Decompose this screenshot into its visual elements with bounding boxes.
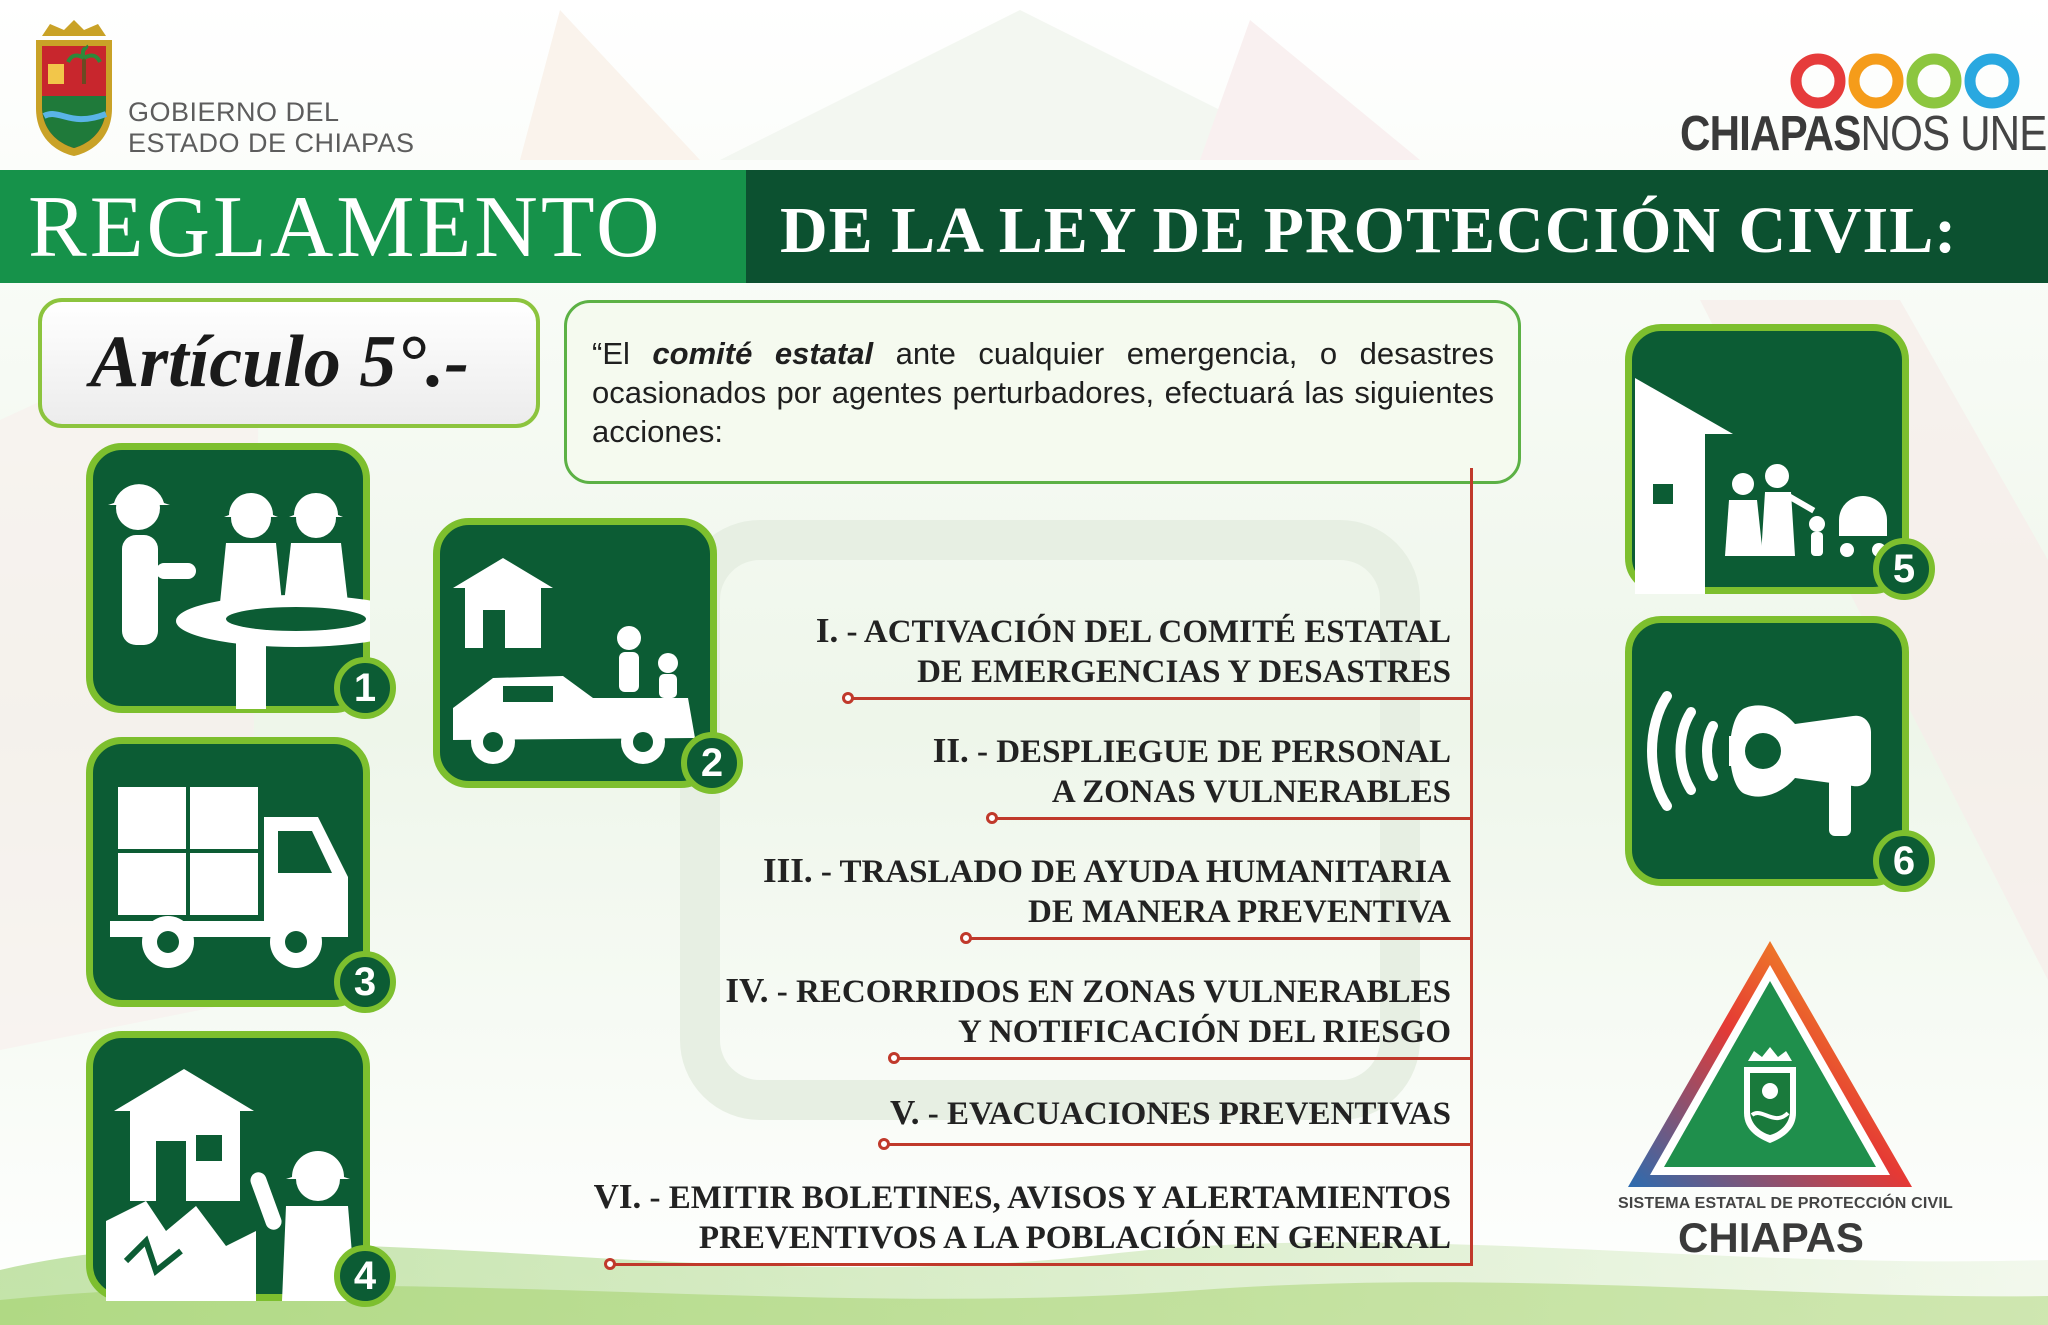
icon-tile-4 <box>86 1031 377 1301</box>
action-line2: Y NOTIFICACIÓN DEL RIESGO <box>958 1014 1451 1050</box>
action-item-3 <box>763 851 1451 932</box>
action-line2: DE EMERGENCIAS Y DESASTRES <box>917 654 1451 690</box>
aid-truck-icon <box>86 737 370 1007</box>
meeting-icon <box>86 443 370 713</box>
action-item-2 <box>933 731 1451 812</box>
quote-rest: ante cualquier emergencia, o desastres ocasionados por agentes perturbadores, efectuará las siguientes acciones: <box>592 336 1494 449</box>
action-item-1 <box>816 611 1451 692</box>
action-line1: - DESPLIEGUE DE PERSONAL <box>968 734 1451 770</box>
icon-tile-2 <box>433 518 724 788</box>
action-line2: DE MANERA PREVENTIVA <box>1028 894 1451 930</box>
action-bullet-1 <box>842 692 854 704</box>
action-numeral: VI. <box>593 1177 642 1216</box>
megaphone-icon <box>1625 616 1909 886</box>
sepc-chiapas: CHIAPAS <box>1678 1214 1864 1261</box>
action-numeral: IV. <box>725 971 769 1010</box>
article-quote <box>592 334 1494 451</box>
ring-2 <box>1854 59 1898 103</box>
title-reglamento: REGLAMENTO <box>28 179 663 276</box>
ring-4 <box>1970 59 2014 103</box>
action-underline-4 <box>896 1057 1470 1060</box>
icon-number-5: 5 <box>1873 538 1935 600</box>
brand-light: NOS UNE <box>1860 107 2047 161</box>
icon-tile-6 <box>1625 616 1916 886</box>
article-label: Artículo 5°.- <box>90 321 470 403</box>
action-numeral: I. <box>815 611 839 650</box>
icon-number-2: 2 <box>681 732 743 794</box>
action-line1: - TRASLADO DE AYUDA HUMANITARIA <box>812 854 1451 890</box>
icon-number-1: 1 <box>334 657 396 719</box>
action-underline-6 <box>612 1263 1473 1266</box>
action-line1: - EMITIR BOLETINES, AVISOS Y ALERTAMIENTOS <box>641 1180 1451 1216</box>
action-underline-3 <box>968 937 1470 940</box>
government-name-line2: ESTADO DE CHIAPAS <box>128 128 415 158</box>
action-line1: - ACTIVACIÓN DEL COMITÉ ESTATAL <box>838 614 1451 650</box>
action-bullet-6 <box>604 1258 616 1270</box>
action-line2: PREVENTIVOS A LA POBLACIÓN EN GENERAL <box>698 1220 1451 1256</box>
action-item-5 <box>890 1093 1451 1134</box>
proteccion-civil-triangle-logo <box>1620 935 1920 1195</box>
chiapas-nos-une-wordmark <box>1680 108 2046 160</box>
government-name-line1: GOBIERNO DEL <box>128 97 340 127</box>
action-item-6 <box>594 1177 1451 1258</box>
icon-tile-5 <box>1625 324 1916 594</box>
ring-3 <box>1912 59 1956 103</box>
quote-open: “El <box>592 336 653 371</box>
chiapas-rings-logo <box>1790 50 2020 112</box>
connector-vertical-line <box>1470 468 1473 1266</box>
icon-tile-1 <box>86 443 377 713</box>
quote-bold: comité estatal <box>652 336 874 371</box>
title-ley-proteccion-civil: DE LA LEY DE PROTECCIÓN CIVIL: <box>780 194 1958 267</box>
action-bullet-3 <box>960 932 972 944</box>
action-line1: - EVACUACIONES PREVENTIVAS <box>919 1096 1451 1132</box>
icon-number-4: 4 <box>334 1245 396 1307</box>
action-line1: - RECORRIDOS EN ZONAS VULNERABLES <box>768 974 1451 1010</box>
action-bullet-5 <box>878 1138 890 1150</box>
action-bullet-4 <box>888 1052 900 1064</box>
evacuation-icon <box>1625 324 1909 594</box>
brand-bold: CHIAPAS <box>1680 107 1861 161</box>
patrol-icon <box>86 1031 370 1301</box>
action-numeral: III. <box>762 851 813 890</box>
action-underline-2 <box>994 817 1470 820</box>
coat-of-arms-logo <box>30 18 118 158</box>
action-bullet-2 <box>986 812 998 824</box>
icon-number-6: 6 <box>1873 830 1935 892</box>
icon-tile-3 <box>86 737 377 1007</box>
sepc-name: SISTEMA ESTATAL DE PROTECCIÓN CIVIL <box>1618 1195 1954 1212</box>
government-name <box>128 97 415 159</box>
action-line2: A ZONAS VULNERABLES <box>1051 774 1451 810</box>
action-numeral: V. <box>890 1093 920 1132</box>
icon-number-3: 3 <box>334 951 396 1013</box>
action-underline-1 <box>850 697 1470 700</box>
ring-1 <box>1796 59 1840 103</box>
action-underline-5 <box>886 1143 1470 1146</box>
action-item-4 <box>725 971 1451 1052</box>
action-numeral: II. <box>932 731 969 770</box>
personnel-truck-icon <box>433 518 717 788</box>
